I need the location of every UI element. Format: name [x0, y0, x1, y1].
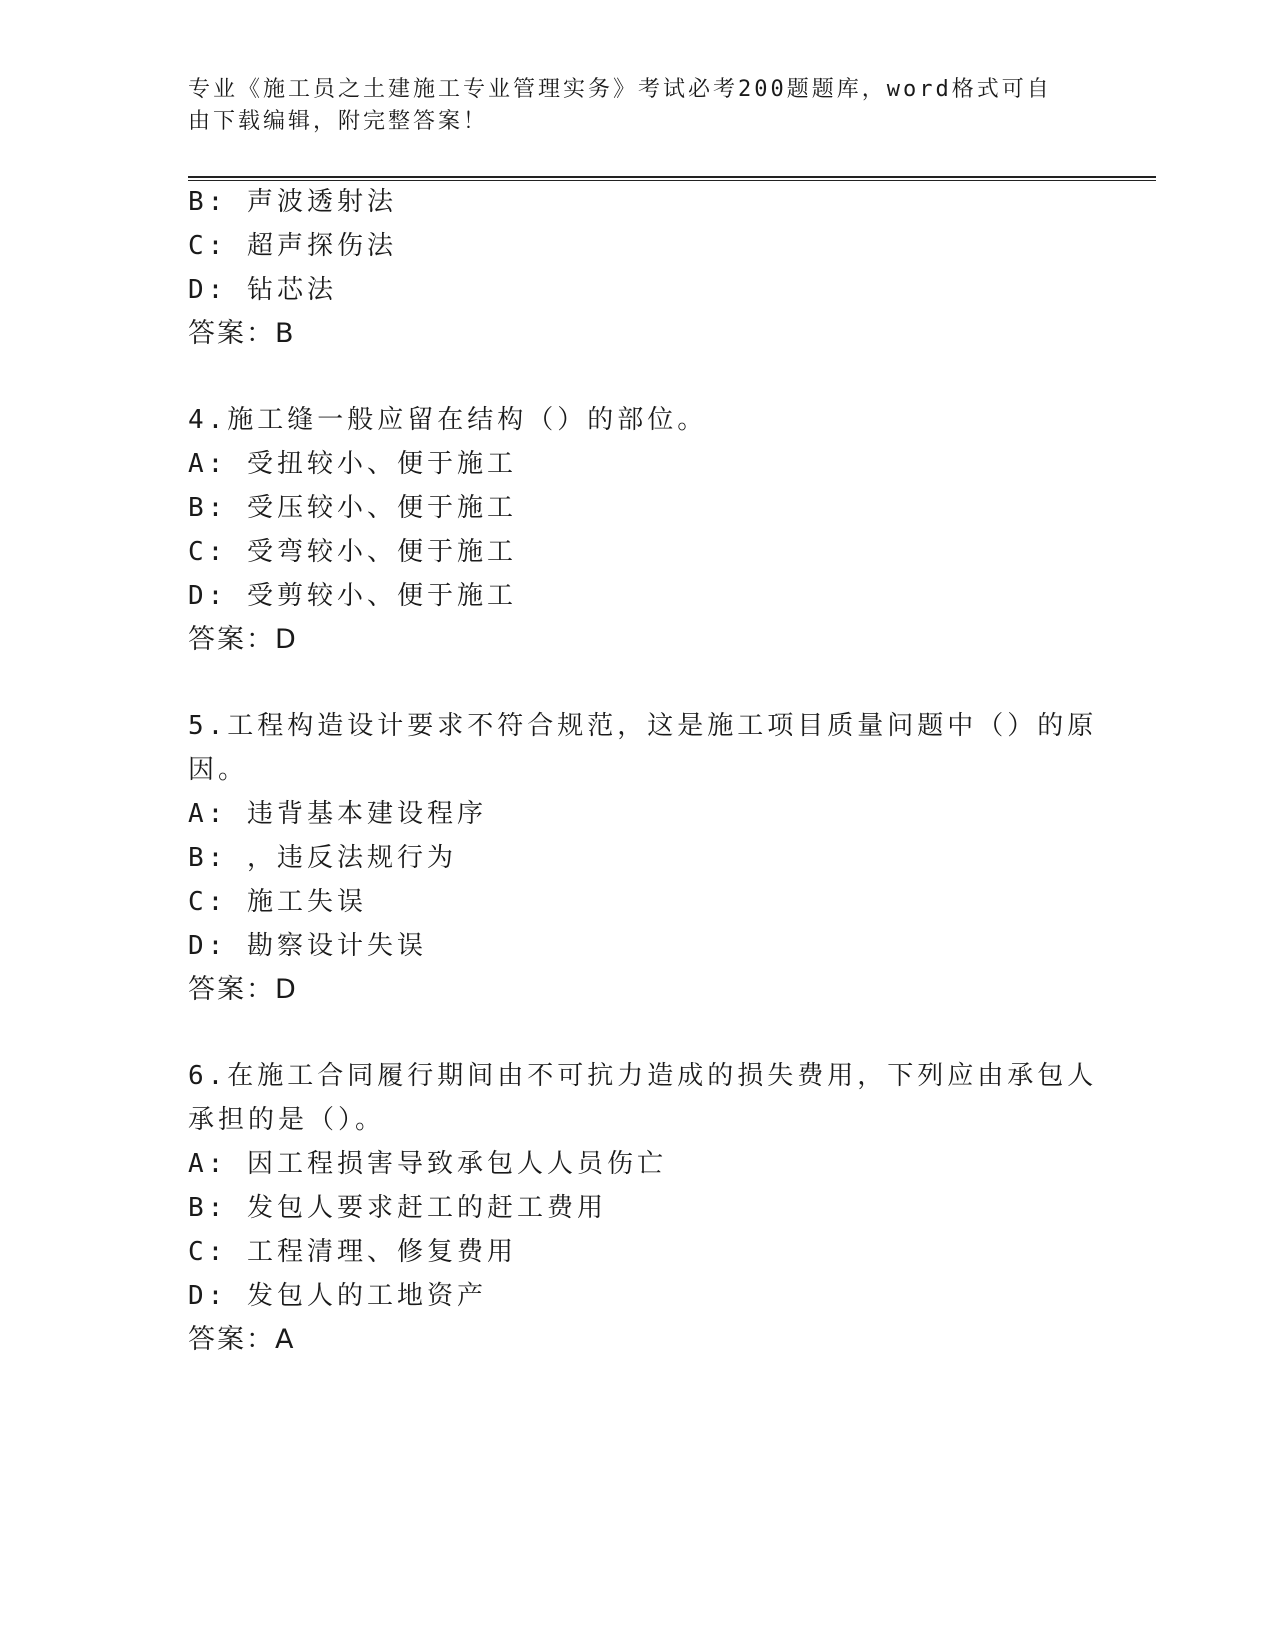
q3-answer: 答案：B [188, 318, 296, 349]
q5-question-line2: 因。 [188, 755, 249, 785]
q4-option-a: A: 受扭较小、便于施工 [188, 449, 517, 479]
q5-option-d: D: 勘察设计失误 [188, 931, 427, 961]
q4-option-c: C: 受弯较小、便于施工 [188, 537, 517, 567]
q6-option-b: B: 发包人要求赶工的赶工费用 [188, 1193, 607, 1223]
q5-question-line1: 5.工程构造设计要求不符合规范，这是施工项目质量问题中（）的原 [188, 711, 1098, 741]
q4-answer: 答案：D [188, 624, 298, 655]
q5-answer: 答案：D [188, 974, 298, 1005]
q4-question: 4.施工缝一般应留在结构（）的部位。 [188, 405, 708, 435]
q6-answer: 答案：A [188, 1324, 296, 1355]
q3-option-d: D: 钻芯法 [188, 275, 337, 305]
q4-option-b: B: 受压较小、便于施工 [188, 493, 517, 523]
q4-option-d: D: 受剪较小、便于施工 [188, 581, 517, 611]
document-header: 专业《施工员之土建施工专业管理实务》考试必考200题题库，word格式可自由下载编辑，附完整答案！ [188, 77, 1052, 134]
q6-question-line2: 承担的是（）。 [188, 1105, 386, 1135]
q3-option-b: B: 声波透射法 [188, 187, 397, 217]
q6-option-d: D: 发包人的工地资产 [188, 1281, 487, 1311]
q3-option-c: C: 超声探伤法 [188, 231, 397, 261]
q6-question-line1: 6.在施工合同履行期间由不可抗力造成的损失费用，下列应由承包人 [188, 1061, 1098, 1091]
q5-option-b: B: ，违反法规行为 [188, 843, 457, 873]
q6-option-c: C: 工程清理、修复费用 [188, 1237, 517, 1267]
q5-option-a: A: 违背基本建设程序 [188, 799, 487, 829]
q5-option-c: C: 施工失误 [188, 887, 367, 917]
q6-option-a: A: 因工程损害导致承包人人员伤亡 [188, 1149, 667, 1179]
